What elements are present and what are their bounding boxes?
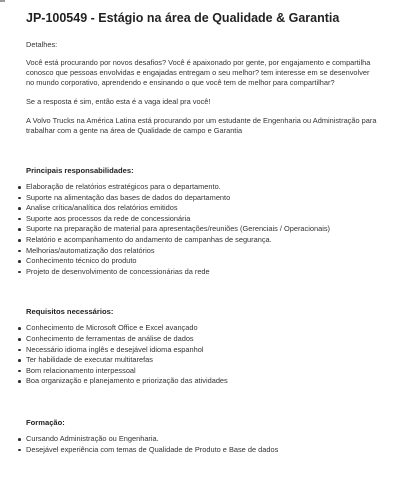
list-item: Elaboração de relatórios estratégicos para o departamento. bbox=[26, 182, 416, 193]
list-item: Conhecimento técnico do produto bbox=[26, 256, 416, 267]
list-item: Conhecimento de Microsoft Office e Excel avançado bbox=[26, 323, 416, 334]
responsibilities-heading: Principais responsabilidades: bbox=[26, 166, 134, 175]
list-item: Bom relacionamento interpessoal bbox=[26, 366, 416, 377]
company-line: trabalhar com a gente na área de Qualidade de campo e Garantia bbox=[26, 126, 243, 135]
responsibilities-list bbox=[26, 182, 416, 277]
requirements-list bbox=[26, 323, 416, 387]
job-posting bbox=[26, 0, 416, 455]
list-item: Conhecimento de ferramentas de análise de dados bbox=[26, 334, 416, 345]
list-item: Ter habilidade de executar multitarefas bbox=[26, 355, 416, 366]
education-heading: Formação: bbox=[26, 417, 65, 427]
list-item: Projeto de desenvolvimento de concessionárias da rede bbox=[26, 267, 416, 278]
list-item: Suporte na alimentação das bases de dados do departamento bbox=[26, 193, 416, 204]
intro-paragraph bbox=[26, 58, 416, 88]
education-list bbox=[26, 434, 416, 455]
intro-line: Você está procurando por novos desafios? Você é apaixonado por gente, por engajamento e compartilha bbox=[26, 58, 371, 67]
list-item: Desejável experiência com temas de Qualidade de Produto e Base de dados bbox=[26, 445, 416, 456]
list-item: Cursando Administração ou Engenharia. bbox=[26, 434, 416, 445]
list-item: Necessário idioma inglês e desejável idioma espanhol bbox=[26, 345, 416, 356]
requirements-heading: Requisitos necessários: bbox=[26, 307, 114, 317]
intro-line: no mundo corporativo, aprendendo e ensinando o que você tem de melhor para compartilhar? bbox=[26, 78, 335, 87]
list-item: Boa organização e planejamento e priorização das atividades bbox=[26, 376, 416, 387]
list-item: Suporte na preparação de material para apresentações/reuniões (Gerenciais / Operacionais) bbox=[26, 224, 416, 235]
list-item: Relatório e acompanhamento do andamento de campanhas de segurança. bbox=[26, 235, 416, 246]
list-item: Suporte aos processos da rede de concessionária bbox=[26, 214, 416, 225]
list-item: Melhorias/automatização dos relatórios bbox=[26, 246, 416, 257]
intro-line: conosco que pessoas envolvidas e engajadas entregam o seu melhor? tem interesse em se desenvolver bbox=[26, 68, 370, 77]
list-item: Analise crítica/analítica dos relatórios emitidos bbox=[26, 203, 416, 214]
details-label: Detalhes: bbox=[26, 40, 58, 49]
job-title: JP-100549 - Estágio na área de Qualidade & Garantia bbox=[26, 11, 340, 25]
corner-mark bbox=[0, 0, 5, 2]
company-paragraph bbox=[26, 116, 416, 136]
company-line: A Volvo Trucks na América Latina está procurando por um estudante de Engenharia ou Administração para bbox=[26, 116, 377, 125]
answer-paragraph: Se a resposta é sim, então esta é a vaga ideal pra você! bbox=[26, 97, 211, 106]
